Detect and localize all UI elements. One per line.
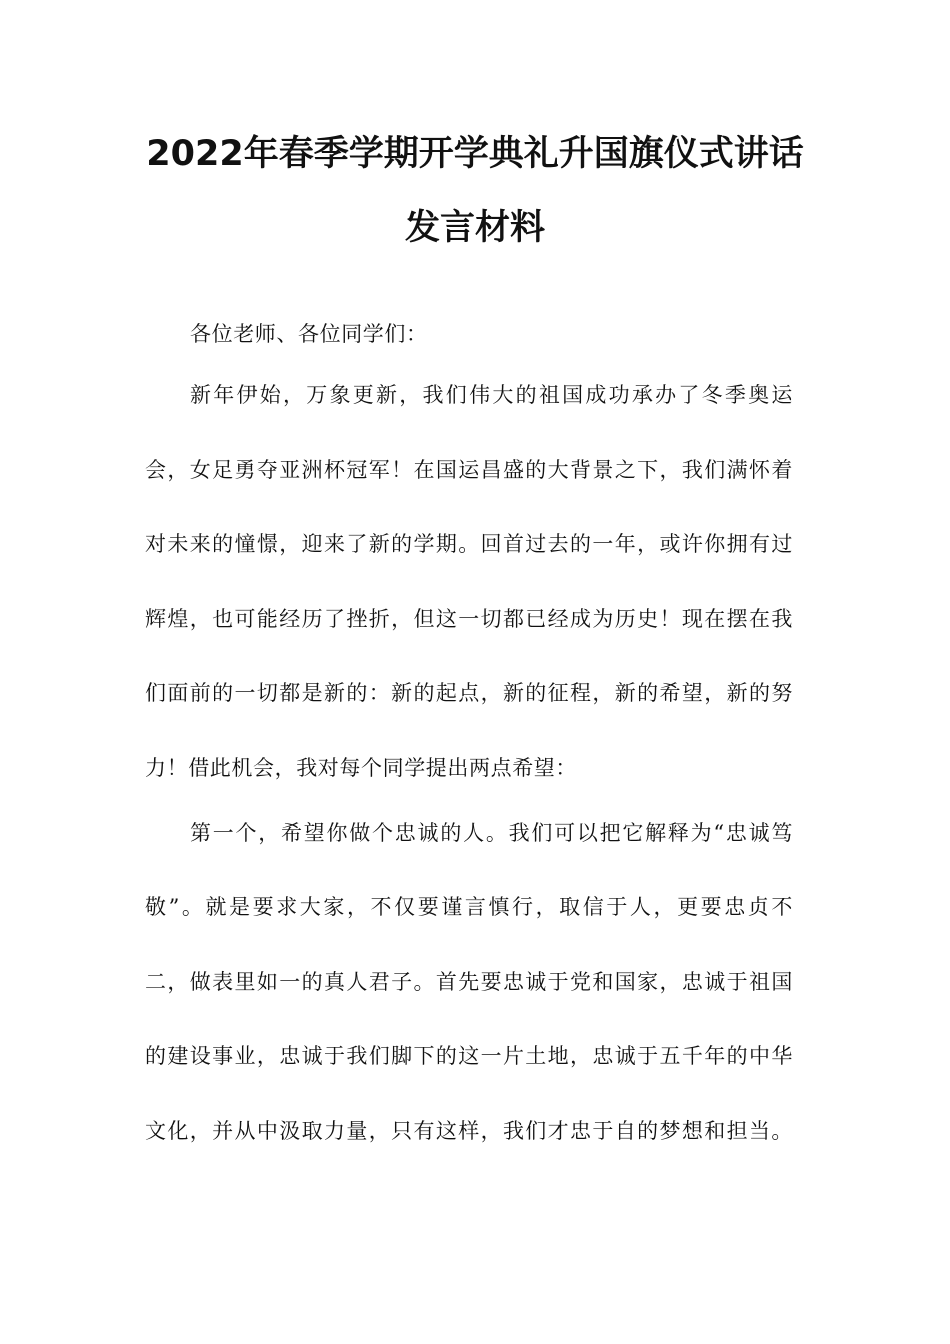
paragraph-1-line-6: 力！借此机会，我对每个同学提出两点希望： — [145, 756, 577, 780]
paragraph-2-line-5: 文化，并从中汲取力量，只有这样，我们才忠于自的梦想和担当。 — [145, 1119, 793, 1143]
paragraph-2-line-3: 二，做表里如一的真人君子。首先要忠诚于党和国家，忠诚于祖国 — [145, 970, 793, 994]
paragraph-1-line-2: 会，女足勇夺亚洲杯冠军！在国运昌盛的大背景之下，我们满怀着 — [145, 458, 793, 482]
document-title-line-1: 2022年春季学期开学典礼升国旗仪式讲话 — [146, 134, 804, 174]
paragraph-1-line-3: 对未来的憧憬，迎来了新的学期。回首过去的一年，或许你拥有过 — [145, 532, 793, 556]
paragraph-1-line-5: 们面前的一切都是新的：新的起点，新的征程，新的希望，新的努 — [145, 681, 793, 705]
paragraph-2-line-4: 的建设事业，忠诚于我们脚下的这一片土地，忠诚于五千年的中华 — [145, 1044, 793, 1068]
salutation: 各位老师、各位同学们： — [190, 322, 428, 346]
paragraph-2-line-2: 敬”。就是要求大家，不仅要谨言慎行，取信于人，更要忠贞不 — [145, 895, 793, 919]
paragraph-2-line-1: 第一个，希望你做个忠诚的人。我们可以把它解释为“忠诚笃 — [190, 821, 793, 845]
paragraph-1-line-4: 辉煌，也可能经历了挫折，但这一切都已经成为历史！现在摆在我 — [145, 607, 793, 631]
document-title-line-2: 发言材料 — [404, 208, 545, 248]
paragraph-1-line-1: 新年伊始，万象更新，我们伟大的祖国成功承办了冬季奥运 — [190, 383, 793, 407]
